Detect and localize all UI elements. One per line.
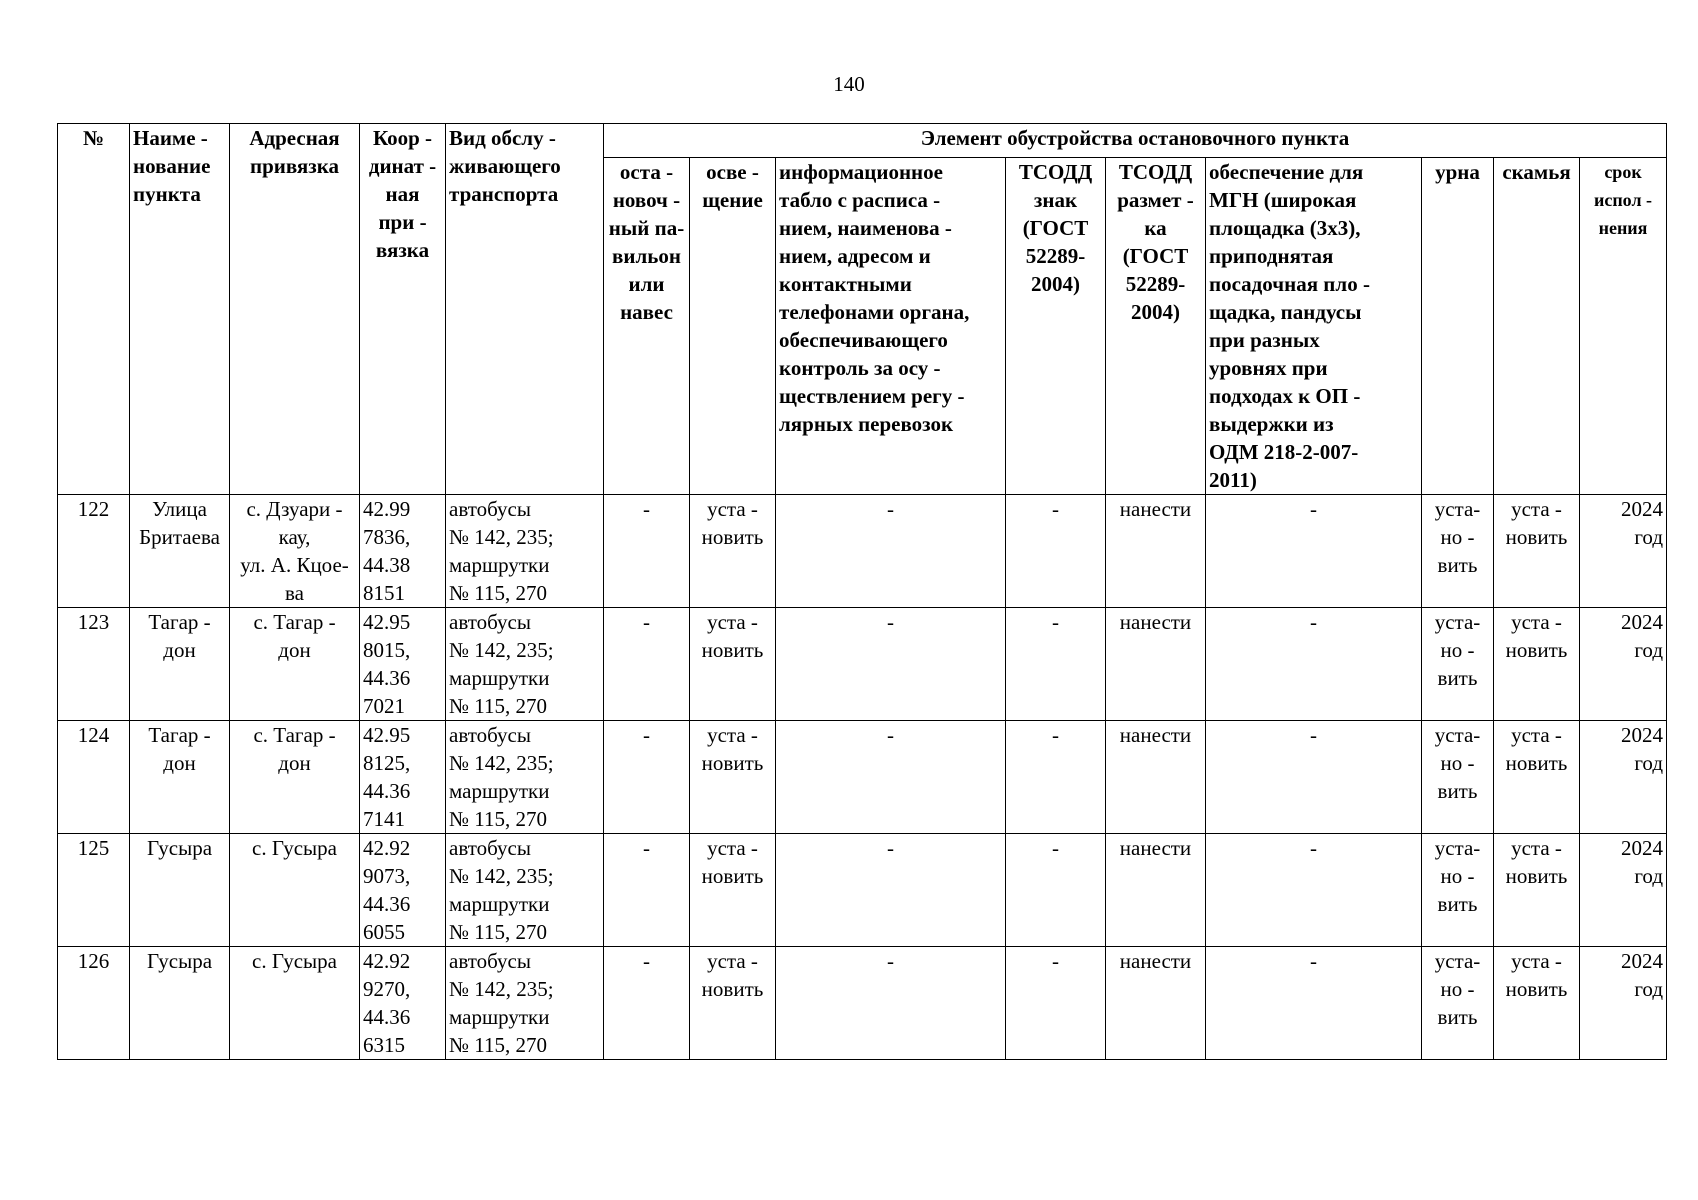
cell-name: Тагар - дон: [130, 608, 230, 721]
cell-mgn: -: [1206, 608, 1422, 721]
cell-marking: нанести: [1106, 495, 1206, 608]
cell-bench: уста - новить: [1494, 495, 1580, 608]
cell-marking: нанести: [1106, 608, 1206, 721]
cell-coords: 42.95 8125, 44.36 7141: [360, 721, 446, 834]
table-row: [58, 721, 1667, 834]
cell-deadline: 2024 год: [1580, 495, 1667, 608]
header-marking: ТСОДД размет - ка (ГОСТ 52289- 2004): [1106, 158, 1206, 495]
cell-pavilion: -: [604, 721, 690, 834]
cell-pavilion: -: [604, 947, 690, 1060]
cell-info-board: -: [776, 947, 1006, 1060]
header-num: №: [58, 124, 130, 495]
cell-lighting: уста - новить: [690, 495, 776, 608]
header-group: Элемент обустройства остановочного пункта: [604, 124, 1667, 158]
cell-marking: нанести: [1106, 947, 1206, 1060]
cell-urn: уста- но - вить: [1422, 834, 1494, 947]
cell-bench: уста - новить: [1494, 608, 1580, 721]
cell-name: Гусыра: [130, 834, 230, 947]
cell-lighting: уста - новить: [690, 721, 776, 834]
cell-num: 123: [58, 608, 130, 721]
table-row: [58, 608, 1667, 721]
cell-sign: -: [1006, 495, 1106, 608]
cell-info-board: -: [776, 834, 1006, 947]
cell-urn: уста- но - вить: [1422, 947, 1494, 1060]
cell-urn: уста- но - вить: [1422, 721, 1494, 834]
cell-coords: 42.92 9073, 44.36 6055: [360, 834, 446, 947]
page-number: 140: [833, 72, 865, 96]
cell-bench: уста - новить: [1494, 721, 1580, 834]
cell-deadline: 2024 год: [1580, 947, 1667, 1060]
cell-mgn: -: [1206, 947, 1422, 1060]
header-bench: скамья: [1494, 158, 1580, 495]
header-lighting: осве - щение: [690, 158, 776, 495]
cell-info-board: -: [776, 495, 1006, 608]
cell-sign: -: [1006, 947, 1106, 1060]
cell-name: Тагар - дон: [130, 721, 230, 834]
cell-transport: автобусы № 142, 235; маршрутки № 115, 270: [446, 947, 604, 1060]
header-name: Наиме - нование пункта: [130, 124, 230, 495]
cell-address: с. Гусыра: [230, 947, 360, 1060]
bus-stop-table: [57, 123, 1667, 1060]
header-urn: урна: [1422, 158, 1494, 495]
header-address: Адресная привязка: [230, 124, 360, 495]
cell-address: с. Гусыра: [230, 834, 360, 947]
cell-transport: автобусы № 142, 235; маршрутки № 115, 270: [446, 721, 604, 834]
cell-coords: 42.99 7836, 44.38 8151: [360, 495, 446, 608]
cell-lighting: уста - новить: [690, 608, 776, 721]
cell-lighting: уста - новить: [690, 834, 776, 947]
cell-address: с. Тагар - дон: [230, 608, 360, 721]
cell-sign: -: [1006, 608, 1106, 721]
header-coords: Коор - динат - ная при - вязка: [360, 124, 446, 495]
cell-bench: уста - новить: [1494, 834, 1580, 947]
cell-transport: автобусы № 142, 235; маршрутки № 115, 270: [446, 834, 604, 947]
cell-urn: уста- но - вить: [1422, 608, 1494, 721]
cell-sign: -: [1006, 834, 1106, 947]
header-sign: ТСОДД знак (ГОСТ 52289- 2004): [1006, 158, 1106, 495]
cell-mgn: -: [1206, 721, 1422, 834]
cell-transport: автобусы № 142, 235; маршрутки № 115, 270: [446, 495, 604, 608]
table-row: [58, 947, 1667, 1060]
cell-num: 122: [58, 495, 130, 608]
cell-bench: уста - новить: [1494, 947, 1580, 1060]
cell-num: 124: [58, 721, 130, 834]
cell-mgn: -: [1206, 495, 1422, 608]
header-transport: Вид обслу - живающего транспорта: [446, 124, 604, 495]
header-mgn: обеспечение для МГН (широкая площадка (3х3), приподнятая посадочная пло - щадка, пандусы при разных уровнях при подходах к ОП - выдержки из ОДМ 218-2-007- 2011): [1206, 158, 1422, 495]
cell-name: Гусыра: [130, 947, 230, 1060]
cell-pavilion: -: [604, 834, 690, 947]
cell-name: Улица Бритаева: [130, 495, 230, 608]
cell-deadline: 2024 год: [1580, 834, 1667, 947]
table-row: [58, 495, 1667, 608]
cell-num: 126: [58, 947, 130, 1060]
cell-num: 125: [58, 834, 130, 947]
cell-sign: -: [1006, 721, 1106, 834]
cell-pavilion: -: [604, 608, 690, 721]
cell-transport: автобусы № 142, 235; маршрутки № 115, 270: [446, 608, 604, 721]
cell-deadline: 2024 год: [1580, 608, 1667, 721]
cell-coords: 42.95 8015, 44.36 7021: [360, 608, 446, 721]
header-pavilion: оста - новоч - ный па- вильон или навес: [604, 158, 690, 495]
header-deadline: срок испол - нения: [1580, 158, 1667, 495]
cell-deadline: 2024 год: [1580, 721, 1667, 834]
cell-address: с. Дзуари - кау, ул. А. Кцое- ва: [230, 495, 360, 608]
cell-mgn: -: [1206, 834, 1422, 947]
cell-address: с. Тагар - дон: [230, 721, 360, 834]
table-row: [58, 834, 1667, 947]
cell-pavilion: -: [604, 495, 690, 608]
cell-coords: 42.92 9270, 44.36 6315: [360, 947, 446, 1060]
cell-marking: нанести: [1106, 721, 1206, 834]
cell-info-board: -: [776, 721, 1006, 834]
cell-lighting: уста - новить: [690, 947, 776, 1060]
header-info-board: информационное табло с расписа - нием, наименова - нием, адресом и контактными телефонами органа, обеспечивающего контроль за осу - ществлением регу - лярных перевозок: [776, 158, 1006, 495]
cell-info-board: -: [776, 608, 1006, 721]
cell-marking: нанести: [1106, 834, 1206, 947]
cell-urn: уста- но - вить: [1422, 495, 1494, 608]
